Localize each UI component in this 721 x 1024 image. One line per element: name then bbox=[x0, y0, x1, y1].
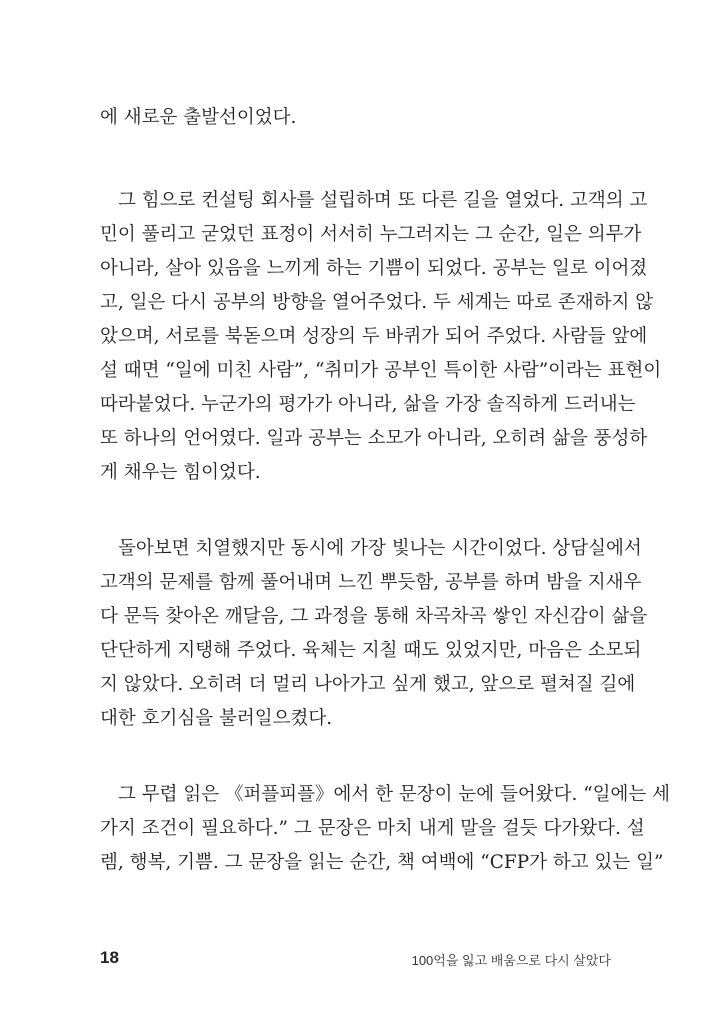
text-line: 민이 풀리고 굳었던 표정이 서서히 누그러지는 그 순간, 일은 의무가 bbox=[100, 224, 642, 245]
text-line: 고객의 문제를 함께 풀어내며 느낀 뿌듯함, 공부를 하며 밤을 지새우 bbox=[100, 572, 642, 593]
running-head: 100억을 잃고 배움으로 다시 살았다 bbox=[411, 953, 611, 968]
text-line: 그 힘으로 컨설팅 회사를 설립하며 또 다른 길을 열었다. 고객의 고 bbox=[118, 190, 648, 211]
text-line: 다 문득 찾아온 깨달음, 그 과정을 통해 차곡차곡 쌓인 자신감이 삶을 bbox=[100, 606, 648, 627]
text-line: 에 새로운 출발선이었다. bbox=[100, 107, 297, 128]
text-line: 가지 조건이 필요하다.” 그 문장은 마치 내게 말을 걸듯 다가왔다. 설 bbox=[100, 818, 645, 839]
text-line: 지 않았다. 오히려 더 멀리 나아가고 싶게 했고, 앞으로 펼쳐질 길에 bbox=[100, 674, 636, 695]
text-line: 았으며, 서로를 북돋으며 성장의 두 바퀴가 되어 주었다. 사람들 앞에 bbox=[100, 326, 648, 347]
page-number: 18 bbox=[100, 948, 119, 967]
text-line: 렘, 행복, 기쁨. 그 문장을 읽는 순간, 책 여백에 “CFP가 하고 있는 일” bbox=[100, 852, 664, 873]
text-line: 또 하나의 언어였다. 일과 공부는 소모가 아니라, 오히려 삶을 풍성하 bbox=[100, 428, 648, 449]
text-line: 게 채우는 힘이었다. bbox=[100, 462, 261, 483]
text-line: 따라붙었다. 누군가의 평가가 아니라, 삶을 가장 솔직하게 드러내는 bbox=[100, 394, 636, 415]
text-line: 아니라, 살아 있음을 느끼게 하는 기쁨이 되었다. 공부는 일로 이어졌 bbox=[100, 258, 648, 279]
text-line: 그 무렵 읽은 《퍼플피플》에서 한 문장이 눈에 들어왔다. “일에는 세 bbox=[118, 784, 671, 805]
text-line: 단단하게 지탱해 주었다. 육체는 지칠 때도 있었지만, 마음은 소모되 bbox=[100, 640, 642, 661]
text-line: 설 때면 “일에 미친 사람”, “취미가 공부인 특이한 사람”이라는 표현이 bbox=[100, 360, 662, 381]
text-line: 고, 일은 다시 공부의 방향을 열어주었다. 두 세계는 따로 존재하지 않 bbox=[100, 292, 654, 313]
text-line: 대한 호기심을 불러일으켰다. bbox=[100, 708, 333, 729]
text-line: 돌아보면 치열했지만 동시에 가장 빛나는 시간이었다. 상담실에서 bbox=[118, 538, 642, 559]
